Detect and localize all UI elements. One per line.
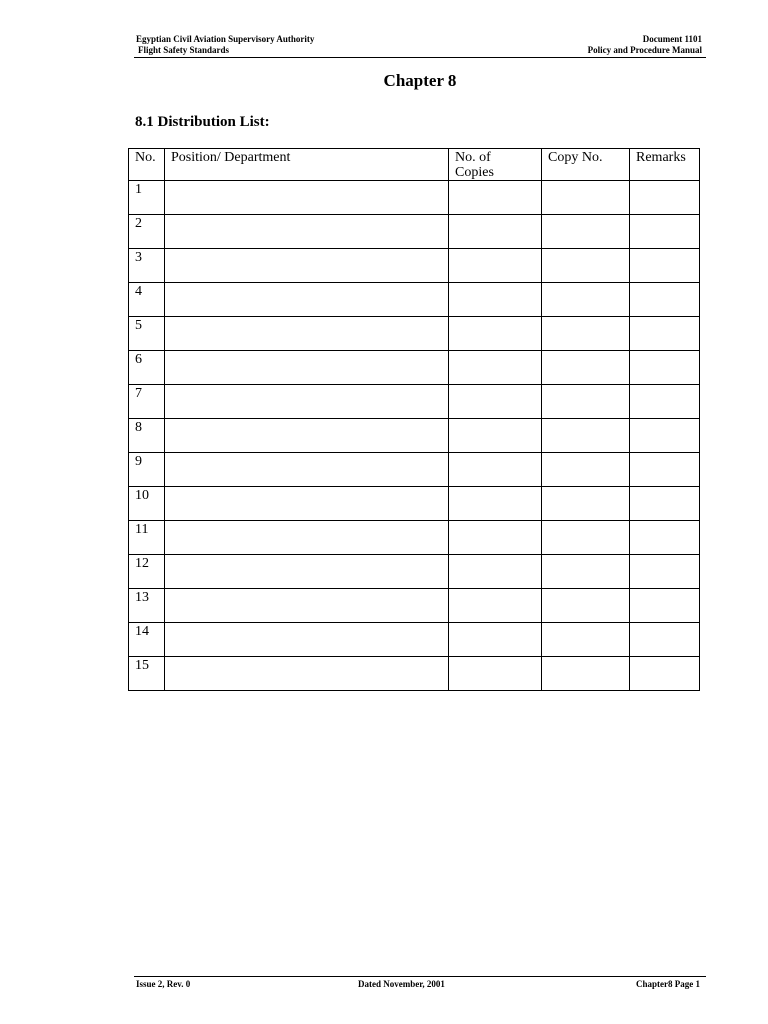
cell-position[interactable]: [165, 657, 449, 691]
cell-no: 11: [129, 521, 165, 555]
cell-copy-no[interactable]: [542, 249, 630, 283]
header-right: [588, 34, 702, 56]
cell-copy-no[interactable]: [542, 589, 630, 623]
cell-copies[interactable]: [449, 181, 542, 215]
cell-copy-no[interactable]: [542, 623, 630, 657]
cell-copies[interactable]: [449, 453, 542, 487]
document-title: Policy and Procedure Manual: [587, 45, 702, 55]
cell-copies[interactable]: [449, 657, 542, 691]
cell-copies[interactable]: [449, 589, 542, 623]
cell-remarks[interactable]: [630, 215, 700, 249]
cell-position[interactable]: [165, 521, 449, 555]
cell-copy-no[interactable]: [542, 181, 630, 215]
cell-position[interactable]: [165, 623, 449, 657]
cell-copies[interactable]: [449, 317, 542, 351]
cell-position[interactable]: [165, 317, 449, 351]
column-header-no: No.: [129, 149, 165, 181]
cell-copies[interactable]: [449, 351, 542, 385]
cell-copy-no[interactable]: [542, 487, 630, 521]
cell-position[interactable]: [165, 351, 449, 385]
table-row: [129, 419, 700, 453]
cell-copy-no[interactable]: [542, 657, 630, 691]
table-header-row: [129, 149, 700, 181]
cell-position[interactable]: [165, 453, 449, 487]
cell-copy-no[interactable]: [542, 453, 630, 487]
cell-remarks[interactable]: [630, 453, 700, 487]
cell-position[interactable]: [165, 589, 449, 623]
cell-remarks[interactable]: [630, 419, 700, 453]
cell-position[interactable]: [165, 487, 449, 521]
cell-copies[interactable]: [449, 521, 542, 555]
cell-no: 12: [129, 555, 165, 589]
cell-position[interactable]: [165, 419, 449, 453]
cell-copy-no[interactable]: [542, 521, 630, 555]
table-row: [129, 589, 700, 623]
cell-position[interactable]: [165, 249, 449, 283]
chapter-title: Chapter 8: [383, 71, 457, 90]
table-row: [129, 453, 700, 487]
cell-no: 5: [129, 317, 165, 351]
org-subtitle: Flight Safety Standards: [138, 45, 230, 55]
table-row: [129, 657, 700, 691]
cell-position[interactable]: [165, 283, 449, 317]
cell-no: 10: [129, 487, 165, 521]
distribution-table: [128, 148, 700, 691]
cell-copies[interactable]: [449, 623, 542, 657]
table-row: [129, 555, 700, 589]
cell-no: 6: [129, 351, 165, 385]
cell-no: 7: [129, 385, 165, 419]
table-row: [129, 317, 700, 351]
table-row: [129, 487, 700, 521]
cell-remarks[interactable]: [630, 249, 700, 283]
cell-remarks[interactable]: [630, 283, 700, 317]
cell-copies[interactable]: [449, 283, 542, 317]
cell-copies[interactable]: [449, 487, 542, 521]
cell-copy-no[interactable]: [542, 283, 630, 317]
cell-remarks[interactable]: [630, 521, 700, 555]
table-row: [129, 181, 700, 215]
page-footer: [134, 976, 706, 993]
cell-copies[interactable]: [449, 385, 542, 419]
cell-remarks[interactable]: [630, 317, 700, 351]
cell-remarks[interactable]: [630, 657, 700, 691]
cell-copy-no[interactable]: [542, 215, 630, 249]
table-body: [129, 181, 700, 691]
cell-copies[interactable]: [449, 215, 542, 249]
table-row: [129, 215, 700, 249]
cell-remarks[interactable]: [630, 589, 700, 623]
cell-no: 8: [129, 419, 165, 453]
cell-copies[interactable]: [449, 249, 542, 283]
header-left: [136, 34, 314, 56]
column-header-copy-no: Copy No.: [542, 149, 630, 181]
column-header-remarks: Remarks: [630, 149, 700, 181]
org-name: Egyptian Civil Aviation Supervisory Authority: [136, 34, 315, 44]
table-row: [129, 521, 700, 555]
cell-position[interactable]: [165, 555, 449, 589]
table-row: [129, 623, 700, 657]
cell-copies[interactable]: [449, 419, 542, 453]
footer-date: Dated November, 2001: [358, 979, 445, 989]
cell-remarks[interactable]: [630, 385, 700, 419]
table-row: [129, 351, 700, 385]
footer-issue: Issue 2, Rev. 0: [136, 979, 191, 989]
cell-no: 14: [129, 623, 165, 657]
footer-page: Chapter8 Page 1: [636, 979, 700, 989]
section-title: 8.1 Distribution List:: [135, 114, 270, 130]
cell-position[interactable]: [165, 181, 449, 215]
cell-copies[interactable]: [449, 555, 542, 589]
table-row: [129, 385, 700, 419]
cell-position[interactable]: [165, 385, 449, 419]
cell-copy-no[interactable]: [542, 351, 630, 385]
page-header: [134, 33, 706, 58]
cell-remarks[interactable]: [630, 181, 700, 215]
cell-position[interactable]: [165, 215, 449, 249]
table-row: [129, 249, 700, 283]
cell-copy-no[interactable]: [542, 555, 630, 589]
table-row: [129, 283, 700, 317]
cell-remarks[interactable]: [630, 487, 700, 521]
cell-no: 3: [129, 249, 165, 283]
cell-remarks[interactable]: [630, 555, 700, 589]
cell-no: 13: [129, 589, 165, 623]
cell-remarks[interactable]: [630, 351, 700, 385]
cell-no: 2: [129, 215, 165, 249]
cell-copy-no[interactable]: [542, 317, 630, 351]
cell-no: 4: [129, 283, 165, 317]
cell-remarks[interactable]: [630, 623, 700, 657]
cell-no: 1: [129, 181, 165, 215]
cell-copy-no[interactable]: [542, 385, 630, 419]
document-number: Document 1101: [642, 34, 702, 44]
column-header-copies: No. of Copies: [449, 149, 542, 181]
column-header-position: Position/ Department: [165, 149, 449, 181]
cell-no: 9: [129, 453, 165, 487]
cell-no: 15: [129, 657, 165, 691]
cell-copy-no[interactable]: [542, 419, 630, 453]
